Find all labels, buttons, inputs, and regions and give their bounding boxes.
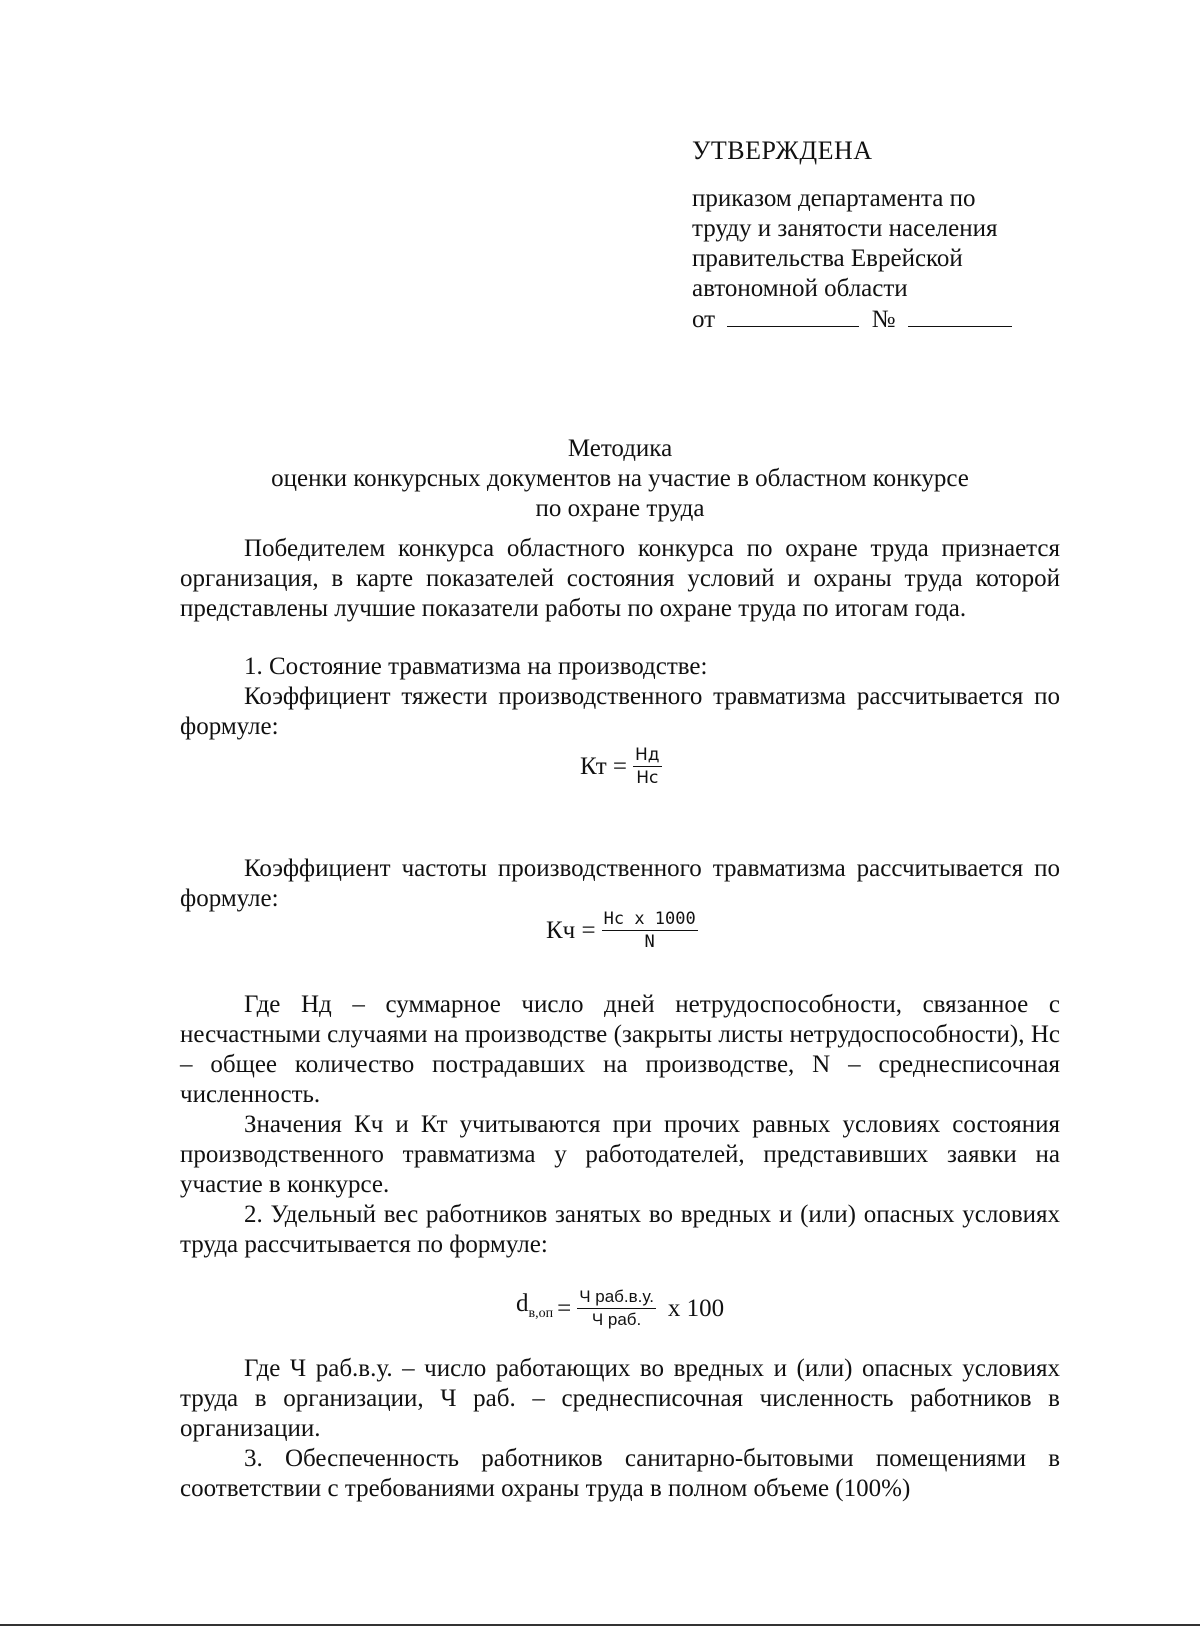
approval-line: правительства Еврейской [692, 245, 963, 272]
approval-line: приказом департамента по [692, 185, 976, 212]
approval-date-number-line [692, 304, 1112, 335]
d-numerator: Ч раб.в.у. [577, 1286, 656, 1309]
kt-formula-lhs: Кт = [580, 752, 627, 780]
d-multiplier: х 100 [667, 1294, 725, 1322]
kt-numerator: Нд [635, 745, 660, 765]
d-formula-lhs [516, 1289, 553, 1329]
intro-paragraph: Победителем конкурса областного конкурса по охране труда признается организация, в карте показателей состояния условий и охраны труда которой представлены лучшие показатели работы по охране труда по итогам года. [180, 535, 1060, 622]
intro-paragraph-block [180, 534, 1060, 624]
page-bottom-edge [0, 1624, 1200, 1626]
kch-denominator: N [644, 932, 655, 952]
kch-numerator: Нс х 1000 [603, 909, 696, 929]
title-line: по охране труда [535, 495, 705, 522]
number-sign: № [871, 306, 896, 333]
d-subscript: в,оп [528, 1305, 554, 1321]
section1-heading: 1. Состояние травматизма на производстве: [244, 653, 708, 680]
kt-formula [580, 744, 662, 789]
kt-fraction [633, 744, 662, 789]
kt-denominator: Нс [636, 768, 659, 788]
values-paragraph: Значения Кч и Кт учитываются при прочих равных условиях состояния производственного травматизма у работодателей, представивших заявки на участие в конкурсе. [180, 1111, 1060, 1198]
section2-paragraph: 2. Удельный вес работников занятых во вредных и (или) опасных условиях труда рассчитывается по формуле: [180, 1201, 1060, 1258]
document-title [180, 434, 1060, 524]
approval-line: автономной области [692, 275, 908, 302]
d-equals: = [557, 1294, 572, 1322]
kch-description-block [180, 854, 1060, 914]
d-formula [516, 1286, 724, 1331]
number-blank [908, 304, 1012, 327]
date-blank [727, 304, 859, 327]
kch-description: Коэффициент частоты производственного травматизма рассчитывается по формуле: [180, 855, 1060, 912]
approval-heading: УТВЕРЖДЕНА [692, 136, 873, 165]
section1-where-block [180, 990, 1060, 1260]
section2-where-block [180, 1354, 1060, 1504]
kch-formula-lhs: Кч = [546, 916, 596, 944]
date-prefix: от [692, 306, 716, 333]
section2-where-paragraph: Где Ч раб.в.у. – число работающих во вредных и (или) опасных условиях труда в организации, Ч раб. – среднесписочная численность работников в организации. [180, 1355, 1060, 1442]
d-fraction [577, 1286, 656, 1331]
kch-formula [546, 908, 698, 953]
kch-fraction [602, 908, 698, 953]
approval-block [692, 136, 1112, 335]
where-paragraph: Где Нд – суммарное число дней нетрудоспособности, связанное с несчастными случаями на производстве (закрыты листы нетрудоспособности), Нс – общее количество пострадавших на производстве, N – среднесписочная численность. [180, 991, 1060, 1108]
section3-paragraph: 3. Обеспеченность работников санитарно-бытовыми помещениями в соответствии с требованиями охраны труда в полном объеме (100%) [180, 1445, 1060, 1502]
kt-description: Коэффициент тяжести производственного травматизма рассчитывается по формуле: [180, 683, 1060, 740]
approval-line: труду и занятости населения [692, 215, 998, 242]
title-line: оценки конкурсных документов на участие в областном конкурсе [271, 465, 969, 492]
d-denominator: Ч раб. [591, 1310, 642, 1329]
d-symbol: d [516, 1289, 529, 1317]
title-line: Методика [567, 435, 673, 462]
section1-block [180, 652, 1060, 742]
